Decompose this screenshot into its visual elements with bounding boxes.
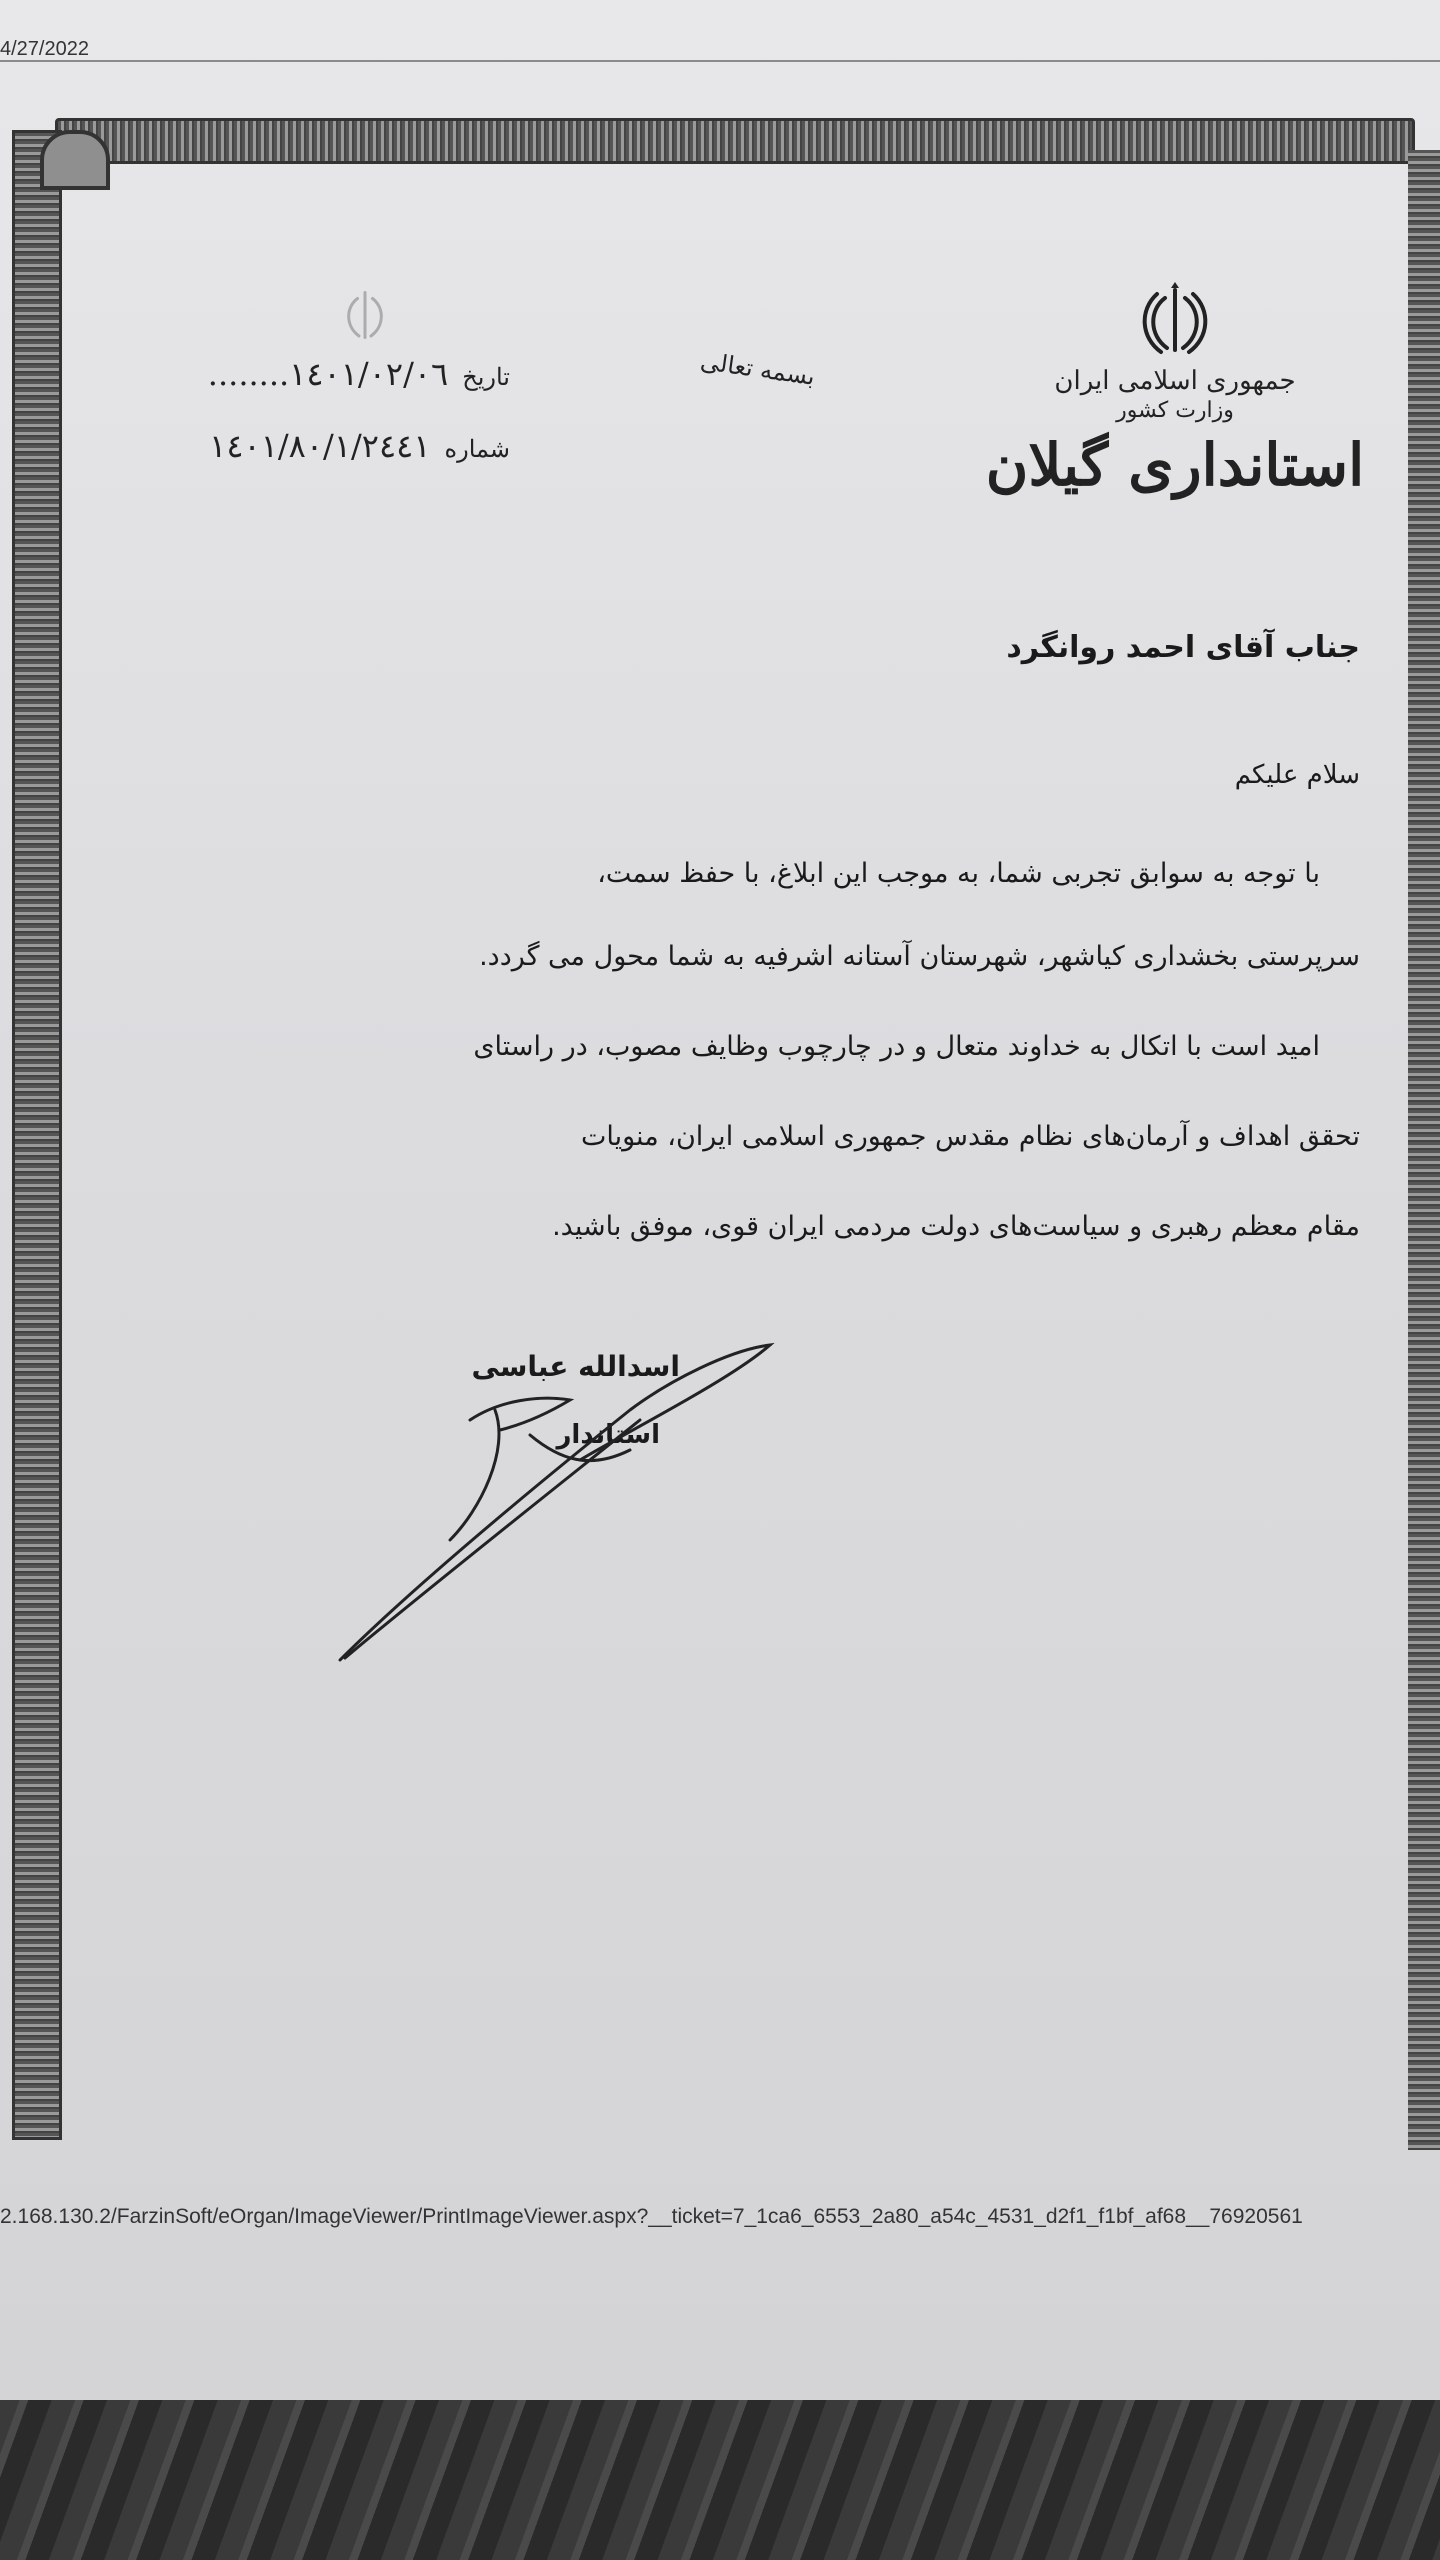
iran-emblem-icon: [1135, 280, 1215, 360]
date-value: ........١٤٠١/٠٢/٠٦: [207, 355, 449, 393]
decorative-frame-top: [55, 118, 1415, 164]
decorative-frame-corner: [40, 130, 110, 190]
letterhead-governorate: استانداری گیلان: [985, 431, 1365, 499]
print-date: 4/27/2022: [0, 38, 89, 60]
print-footer-url: 2.168.130.2/FarzinSoft/eOrgan/ImageViewer/PrintImageViewer.aspx?__ticket=7_1ca6_6553_2a80_a54c_4531_d2f1_f1bf_af68__76920561: [0, 2205, 1303, 2228]
letter-line: امید است با اتکال به خداوند متعال و در چارچوب وظایف مصوب، در راستای: [473, 1031, 1320, 1062]
print-header-divider: [0, 60, 1440, 62]
greeting-line: سلام علیکم: [1234, 760, 1360, 790]
decorative-frame-left: [12, 130, 62, 2140]
letter-line: تحقق اهداف و آرمان‌های نظام مقدس جمهوری اسلامی ایران، منویات: [580, 1121, 1360, 1152]
number-label: شماره: [444, 435, 510, 463]
handwritten-signature-icon: [330, 1340, 790, 1670]
letter-line: با توجه به سوابق تجربی شما، به موجب این ابلاغ، با حفظ سمت،: [597, 858, 1320, 889]
number-value: ١٤٠١/٨٠/١/٢٤٤١: [209, 427, 431, 465]
letterhead: [980, 280, 1370, 550]
letterhead-ministry: وزارت کشور: [1116, 398, 1234, 423]
letter-meta: [150, 355, 510, 499]
number-row: [150, 427, 510, 465]
date-label: تاریخ: [462, 363, 510, 391]
date-row: [150, 355, 510, 393]
bismillah-heading: بسمه تعالی: [698, 347, 817, 391]
signer-title: استاندار: [556, 1420, 660, 1450]
letter-line: مقام معظم رهبری و سیاست‌های دولت مردمی ایران قوی، موفق باشید.: [552, 1211, 1360, 1242]
decorative-frame-right: [1408, 150, 1440, 2150]
background-surface: [0, 2390, 1440, 2560]
letter-line: سرپرستی بخشداری کیاشهر، شهرستان آستانه اشرفیه به شما محول می گردد.: [479, 941, 1360, 972]
faint-emblem-icon: [335, 285, 395, 345]
letterhead-republic: جمهوری اسلامی ایران: [1054, 366, 1296, 396]
recipient-line: جناب آقای احمد روانگرد: [1006, 630, 1360, 665]
signer-name: اسدالله عباسی: [471, 1350, 680, 1383]
